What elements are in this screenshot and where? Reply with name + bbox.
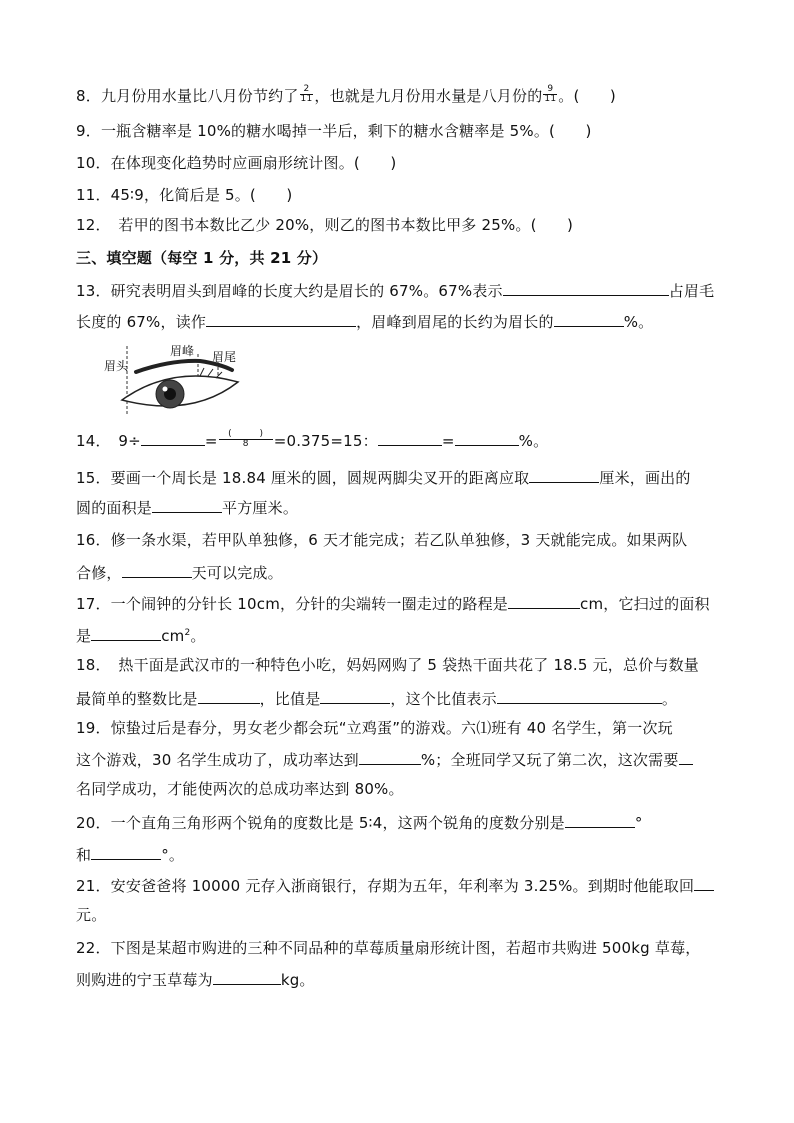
question-18-line-2: 最简单的整数比是 ，比值是 ，这个比值表示 。 <box>76 690 678 708</box>
question-19-line-3: 名同学成功，才能使两次的总成功率达到 80%。 <box>76 780 404 798</box>
answer-blank[interactable] <box>565 812 635 828</box>
question-11: 11．45∶9，化简后是 5。( ) <box>76 186 293 204</box>
question-20-line-2: 和 °。 <box>76 846 185 864</box>
section-3-heading: 三、填空题（每空 1 分，共 21 分） <box>76 249 328 267</box>
question-19-line-1: 19．惊蛰过后是春分，男女老少都会玩“立鸡蛋”的游戏。六⑴班有 40 名学生，第一次玩 <box>76 719 673 737</box>
answer-blank[interactable] <box>91 625 161 641</box>
answer-blank[interactable] <box>679 749 693 765</box>
label-brow-peak: 眉峰 <box>170 344 195 358</box>
answer-blank[interactable] <box>694 875 714 891</box>
question-21-line-2: 元。 <box>76 906 107 924</box>
question-12: 12． 若甲的图书本数比乙少 20%，则乙的图书本数比甲多 25%。( ) <box>76 216 574 234</box>
question-20-line-1: 20．一个直角三角形两个锐角的度数比是 5∶4，这两个锐角的度数分别是 ° <box>76 814 643 832</box>
fraction-2-11: $\frac{2}{11}$ <box>300 84 313 104</box>
answer-blank[interactable] <box>320 688 390 704</box>
answer-blank[interactable] <box>141 430 205 446</box>
answer-blank[interactable] <box>529 467 599 483</box>
question-17-line-1: 17．一个闹钟的分针长 10cm，分针的尖端转一圈走过的路程是 cm，它扫过的面积 <box>76 595 710 613</box>
answer-blank[interactable] <box>198 688 260 704</box>
question-9: 9．一瓶含糖率是 10%的糖水喝掉一半后，剩下的糖水含糖率是 5%。( ) <box>76 122 592 140</box>
answer-blank[interactable] <box>503 280 669 296</box>
question-17-line-2: 是 $cm^2$。 <box>76 627 206 645</box>
answer-blank[interactable] <box>554 311 624 327</box>
question-8: 8．九月份用水量比八月份节约了 $\frac{2}{11}$ ，也就是九月份用水量是八月份的 $\frac{9}{11}$ 。( ) <box>76 84 616 105</box>
answer-blank[interactable] <box>378 430 442 446</box>
answer-blank[interactable] <box>152 497 222 513</box>
question-19-line-2: 这个游戏，30 名学生成功了，成功率达到 %；全班同学又玩了第二次，这次需要 <box>76 749 693 770</box>
answer-blank[interactable] <box>508 593 580 609</box>
answer-blank[interactable] <box>497 688 662 704</box>
question-13-line-2: 长度的 67%，读作 ，眉峰到眉尾的长约为眉长的 %。 <box>76 313 654 331</box>
label-brow-head: 眉头 <box>104 359 129 373</box>
answer-blank[interactable] <box>455 430 519 446</box>
fraction-9-11: $\frac{9}{11}$ <box>544 84 557 104</box>
answer-blank[interactable] <box>91 844 161 860</box>
fraction-blank-over-8[interactable]: $\frac{( )}{8}$ <box>219 430 273 449</box>
question-10: 10．在体现变化趋势时应画扇形统计图。( ) <box>76 154 397 172</box>
question-22-line-1: 22．下图是某超市购进的三种不同品种的草莓质量扇形统计图，若超市共购进 500kg 草莓， <box>76 939 701 957</box>
question-16-line-1: 16．修一条水渠，若甲队单独修，6 天才能完成；若乙队单独修，3 天就能完成。如果两队 <box>76 531 688 549</box>
question-13-line-1: 13．研究表明眉头到眉峰的长度大约是眉长的 67%。67%表示 占眉毛 <box>76 282 715 300</box>
question-18-line-1: 18． 热干面是武汉市的一种特色小吃，妈妈网购了 5 袋热干面共花了 18.5 元，总价与数量 <box>76 656 700 674</box>
question-14: 14． 9÷ = $\frac{( )}{8}$ =0.375=15： = %。 <box>76 429 549 450</box>
question-22-line-2: 则购进的宁玉草莓为 kg。 <box>76 971 315 989</box>
question-16-line-2: 合修， 天可以完成。 <box>76 564 283 582</box>
answer-blank[interactable] <box>359 749 421 765</box>
answer-blank[interactable] <box>206 311 356 327</box>
question-15-line-1: 15．要画一个周长是 18.84 厘米的圆，圆规两脚尖叉开的距离应取 厘米，画出的 <box>76 469 691 487</box>
label-brow-tail: 眉尾 <box>212 350 237 364</box>
eyebrow-eye-illustration <box>100 342 260 416</box>
answer-blank[interactable] <box>122 562 192 578</box>
question-21-line-1: 21．安安爸爸将 10000 元存入浙商银行，存期为五年，年利率为 3.25%。到期时他能取回 <box>76 875 714 896</box>
answer-blank[interactable] <box>213 969 281 985</box>
question-15-line-2: 圆的面积是 平方厘米。 <box>76 499 299 517</box>
